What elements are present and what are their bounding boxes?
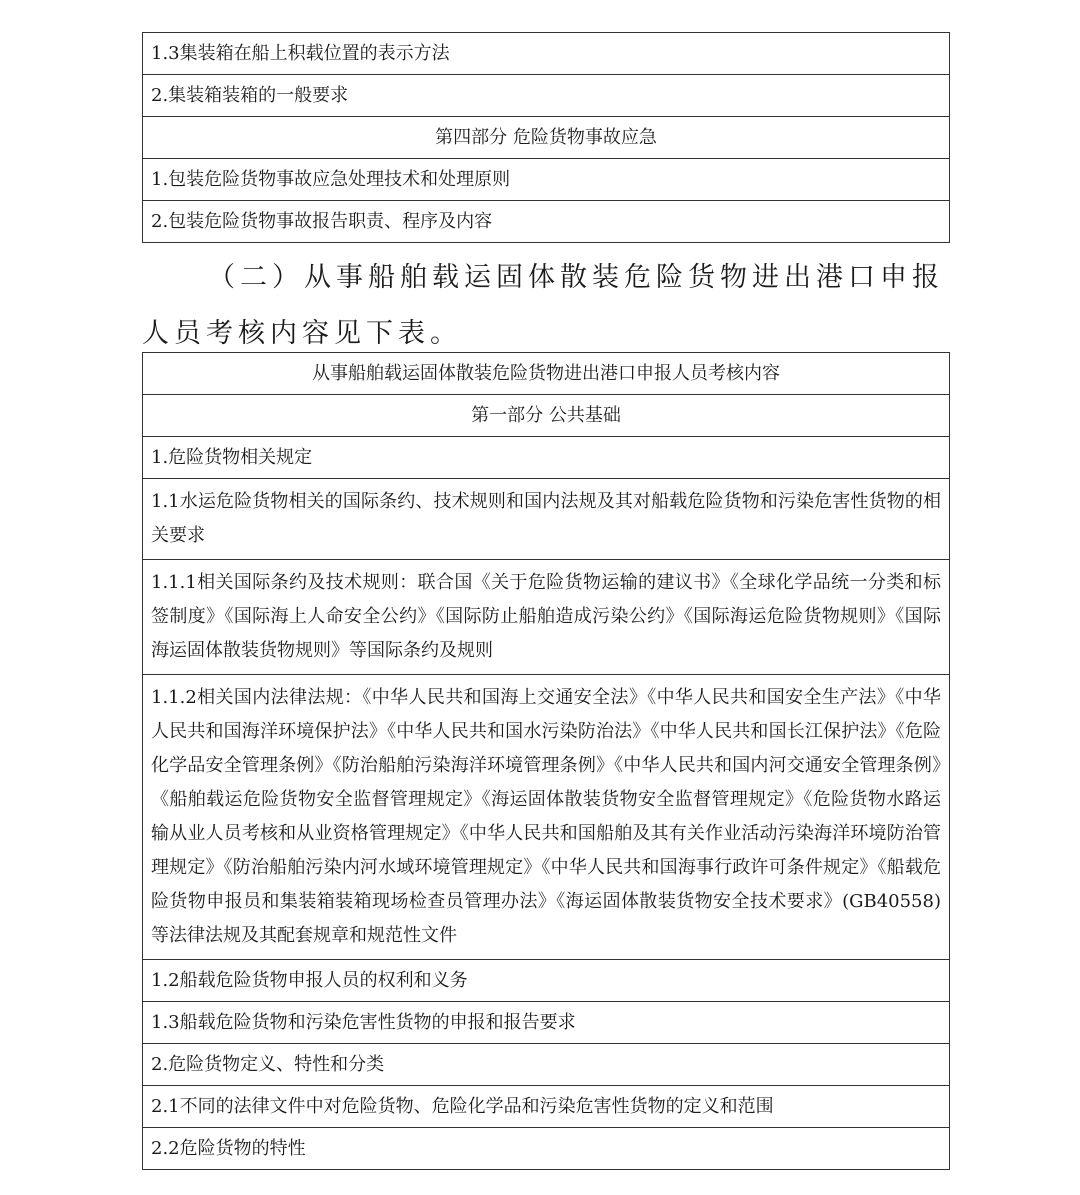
table-cell: 1.1.2相关国内法律法规：《中华人民共和国海上交通安全法》《中华人民共和国安全生产法》《中华人民共和国海洋环境保护法》《中华人民共和国水污染防治法》《中华人民共和国长江保护法》《危险化学品安全管理条例》《防治船舶污染海洋环境管理条例》《中华人民共和国内河交通安全管理条例》《船舶载运危险货物安全监督管理规定》《海运固体散装货物安全监督管理规定》《危险货物水路运输从业人员考核和从业资格管理规定》《中华人民共和国船舶及其有关作业活动污染海洋环境防治管理规定》《防治船舶污染内河水域环境管理规定》《中华人民共和国海事行政许可条件规定》《船载危险货物申报员和集装箱装箱现场检查员管理办法》《海运固体散装货物安全技术要求》(GB40558)等法律法规及其配套规章和规范性文件 — [143, 675, 950, 960]
table-row — [143, 437, 950, 479]
table-row — [143, 353, 950, 395]
assessment-table-bulk-declarers — [142, 352, 950, 1170]
table-row — [143, 159, 950, 201]
table-cell: 1.2船载危险货物申报人员的权利和义务 — [143, 960, 950, 1002]
table-row — [143, 960, 950, 1002]
table-cell: 2.1不同的法律文件中对危险货物、危险化学品和污染危害性货物的定义和范围 — [143, 1086, 950, 1128]
table-row — [143, 75, 950, 117]
assessment-table-part-continued — [142, 32, 950, 243]
table-row — [143, 675, 950, 960]
table-cell: 1.3船载危险货物和污染危害性货物的申报和报告要求 — [143, 1002, 950, 1044]
table-row — [143, 117, 950, 159]
table-row — [143, 1086, 950, 1128]
table-row — [143, 1128, 950, 1170]
table-row — [143, 560, 950, 675]
section-heading-cell: 第四部分 危险货物事故应急 — [143, 117, 950, 159]
table-cell: 2.危险货物定义、特性和分类 — [143, 1044, 950, 1086]
intro-paragraph: （二）从事船舶载运固体散装危险货物进出港口申报人员考核内容见下表。 — [142, 262, 944, 349]
table-row — [143, 201, 950, 243]
table-cell: 1.3集装箱在船上积载位置的表示方法 — [143, 33, 950, 75]
table-row — [143, 479, 950, 560]
section-heading-cell: 第一部分 公共基础 — [143, 395, 950, 437]
table-cell: 1.包装危险货物事故应急处理技术和处理原则 — [143, 159, 950, 201]
table-cell: 1.危险货物相关规定 — [143, 437, 950, 479]
table-row — [143, 1044, 950, 1086]
table-title-cell: 从事船舶载运固体散装危险货物进出港口申报人员考核内容 — [143, 353, 950, 395]
table-row — [143, 1002, 950, 1044]
table-cell: 1.1水运危险货物相关的国际条约、技术规则和国内法规及其对船载危险货物和污染危害性货物的相关要求 — [143, 479, 950, 560]
table-cell: 2.集装箱装箱的一般要求 — [143, 75, 950, 117]
table-cell: 1.1.1相关国际条约及技术规则：联合国《关于危险货物运输的建议书》《全球化学品统一分类和标签制度》《国际海上人命安全公约》《国际防止船舶造成污染公约》《国际海运危险货物规则》《国际 海运固体散装货物规则》等国际条约及规则 — [143, 560, 950, 675]
table-cell: 2.2危险货物的特性 — [143, 1128, 950, 1170]
table-row — [143, 33, 950, 75]
table-row — [143, 395, 950, 437]
table-cell: 2.包装危险货物事故报告职责、程序及内容 — [143, 201, 950, 243]
